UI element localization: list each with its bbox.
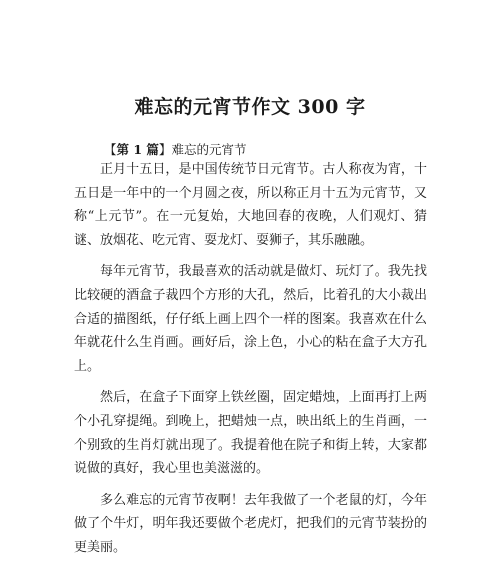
section-label: 第 1 篇 [116,142,159,157]
paragraph-2: 每年元宵节，我最喜欢的活动就是做灯、玩灯了。我先找比较硬的酒盒子裁四个方形的大孔，然后，比着孔的大小裁出合适的描图纸，仔仔纸上画上四个一样的图案。我喜欢在什么年就花什么生肖画。画好后，涂上色，小心的粘在盒子大方孔上。 [74,264,427,374]
section-title: 难忘的元宵节 [171,142,247,157]
paragraph-1: 正月十五日，是中国传统节日元宵节。古人称夜为宵，十五日是一年中的一个月圆之夜，所以称正月十五为元宵节，又称“上元节”。在一元复始，大地回春的夜晚，人们观灯、猜谜、放烟花、吃元宵、耍龙灯、耍狮子，其乐融融。 [74,162,427,248]
section-bracket-open: 【 [104,142,117,157]
article-body [74,158,427,560]
document-title: 难忘的元宵节作文 300 字 [134,96,366,118]
section-heading [104,140,246,158]
section-bracket-close: 】 [158,142,172,157]
paragraph-3: 然后，在盒子下面穿上铁丝圈，固定蜡烛，上面再打上两个小孔穿提绳。到晚上，把蜡烛一点，映出纸上的生肖画，一个别致的生肖灯就出现了。我提着他在院子和街上转，大家都说做的真好，我心里也美滋滋的。 [74,390,427,477]
paragraph-4: 多么难忘的元宵节夜啊！去年我做了一个老鼠的灯，今年做了个牛灯，明年我还要做个老虎灯，把我们的元宵节装扮的更美丽。 [74,492,427,555]
